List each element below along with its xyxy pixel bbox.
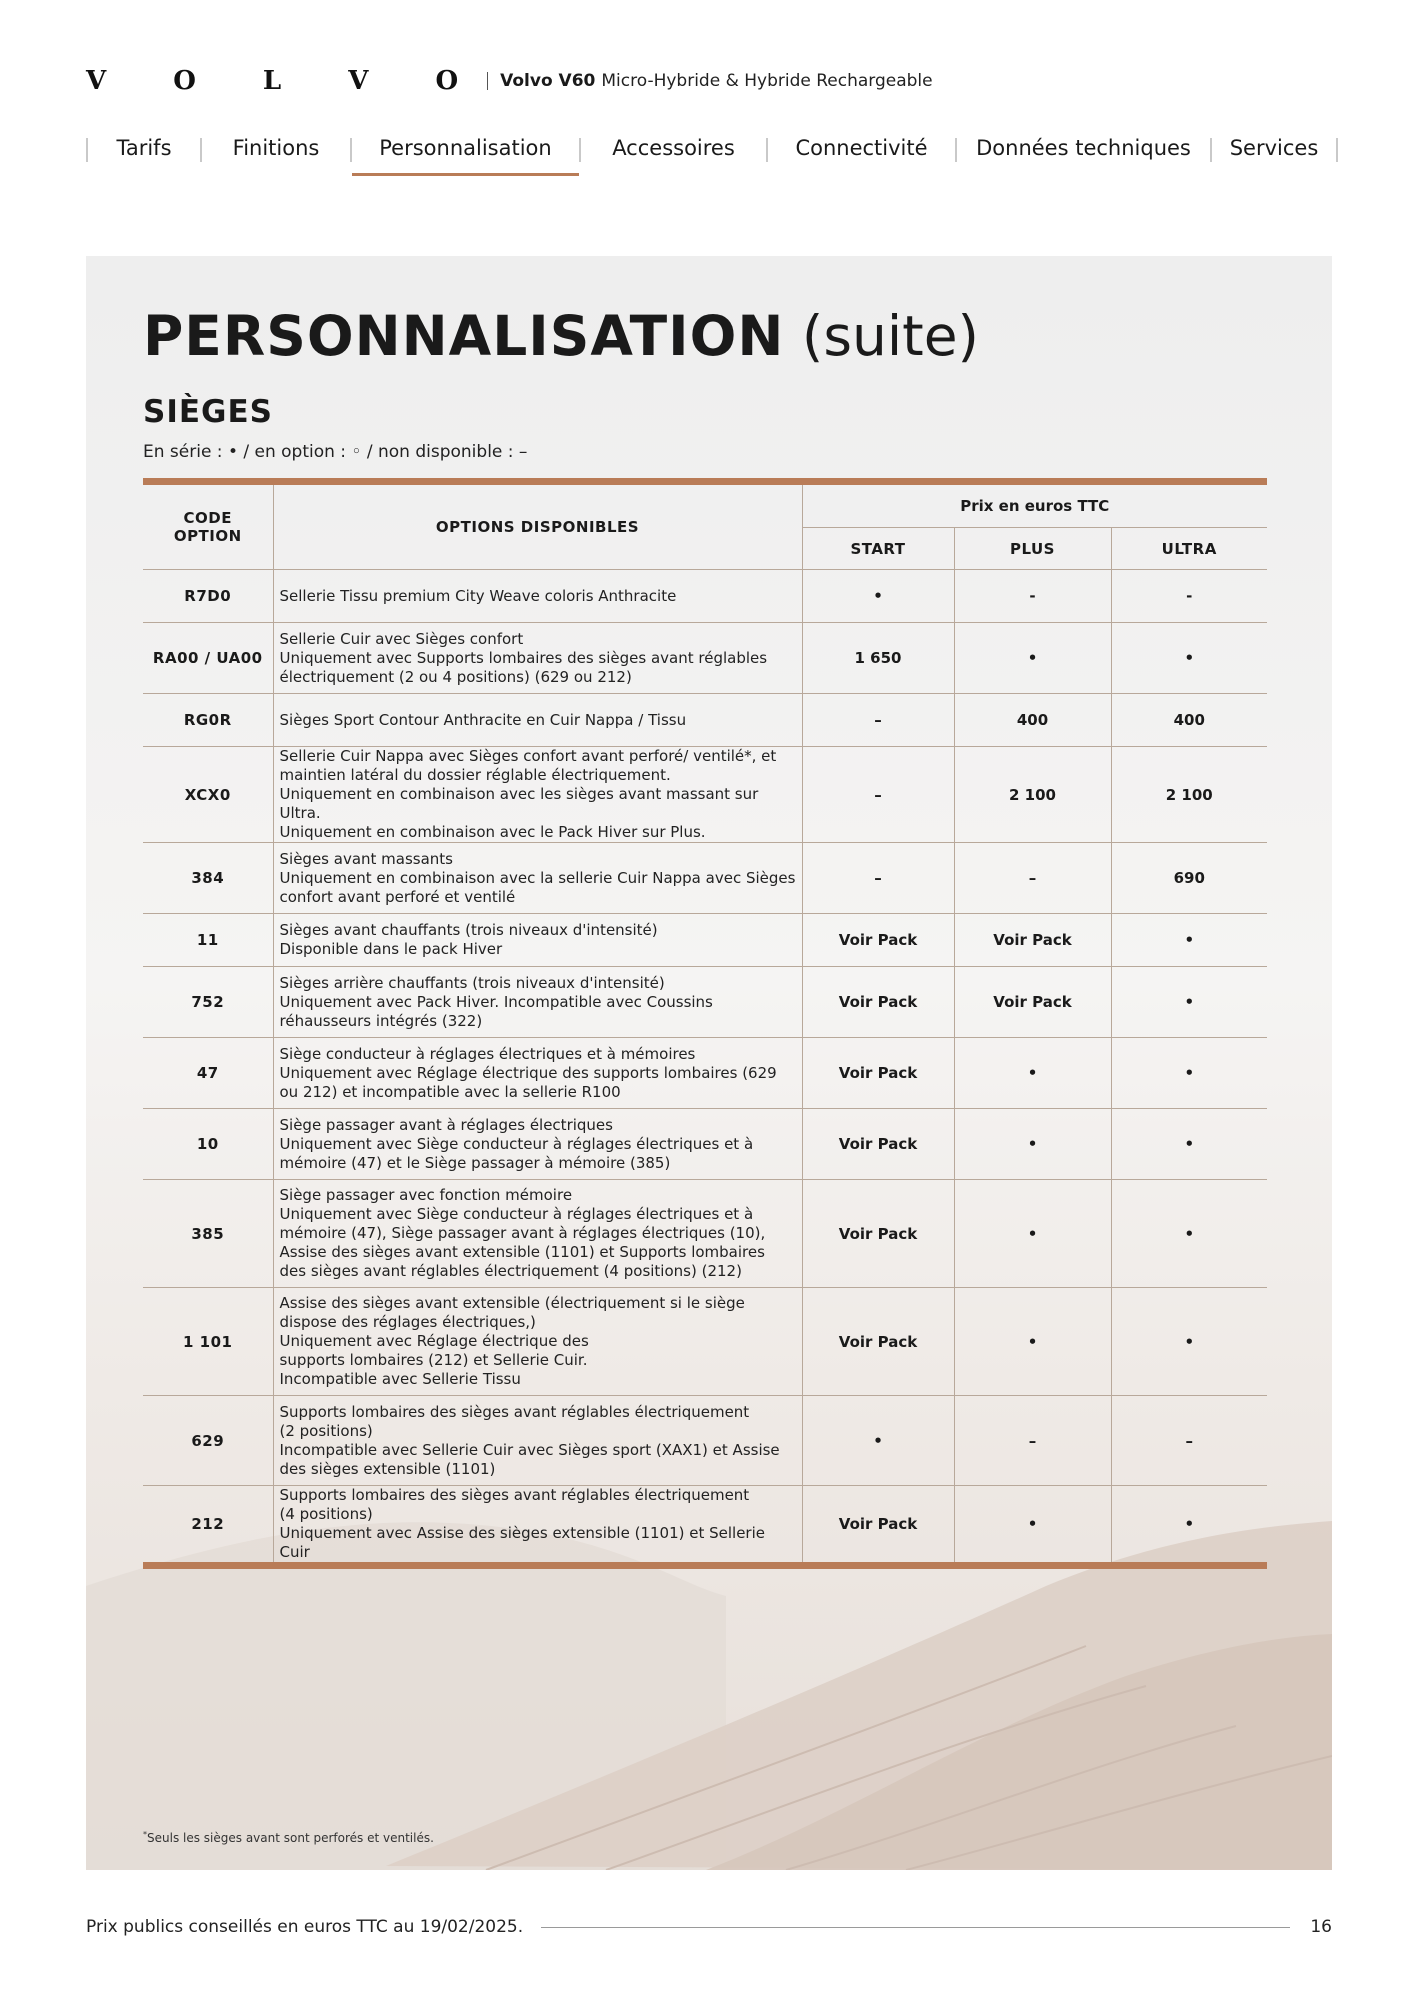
option-description: Supports lombaires des sièges avant réglables électriquement (2 positions) Incompatible avec Sellerie Cuir avec Sièges sport (XAX1) et Assise des sièges extensible (1101) bbox=[273, 1396, 802, 1486]
option-description: Siège passager avec fonction mémoire Uniquement avec Siège conducteur à réglages électriques et à mémoire (47), Siège passager avant à réglages électriques (10), Assise des sièges avant extensible (1101) et Supports lombaires des sièges avant réglables électriquement (4 positions) (212) bbox=[273, 1180, 802, 1288]
option-code: RG0R bbox=[143, 694, 273, 747]
header-code-option: CODE OPTION bbox=[143, 482, 273, 570]
price-start: Voir Pack bbox=[802, 1180, 954, 1288]
option-description: Assise des sièges avant extensible (électriquement si le siège dispose des réglages électriques,) Uniquement avec Réglage électrique des supports lombaires (212) et Sellerie Cuir. Incompatible avec Sellerie Tissu bbox=[273, 1288, 802, 1396]
price-plus: - bbox=[954, 570, 1111, 623]
price-plus: Voir Pack bbox=[954, 914, 1111, 967]
table-row bbox=[143, 747, 1267, 843]
nav-item-donnees-techniques[interactable]: Données techniques bbox=[976, 136, 1191, 160]
nav-item-finitions[interactable]: Finitions bbox=[232, 136, 320, 160]
option-code: 385 bbox=[143, 1180, 273, 1288]
price-plus: 2 100 bbox=[954, 747, 1111, 843]
table-row bbox=[143, 694, 1267, 747]
price-plus: • bbox=[954, 1288, 1111, 1396]
option-description: Sièges arrière chauffants (trois niveaux d'intensité) Uniquement avec Pack Hiver. Incompatible avec Coussins réhausseurs intégrés (322) bbox=[273, 967, 802, 1038]
table-row bbox=[143, 967, 1267, 1038]
option-code: 752 bbox=[143, 967, 273, 1038]
price-ultra: • bbox=[1111, 1486, 1267, 1566]
page-header bbox=[86, 66, 933, 96]
price-ultra: – bbox=[1111, 1396, 1267, 1486]
option-description: Sellerie Cuir Nappa avec Sièges confort avant perforé/ ventilé*, et maintien latéral du dossier réglable électriquement. Uniquement en combinaison avec les sièges avant massant sur Ultra. Uniquement en combinaison avec le Pack Hiver sur Plus. bbox=[273, 747, 802, 843]
option-code: 212 bbox=[143, 1486, 273, 1566]
header-plus: PLUS bbox=[954, 528, 1111, 570]
nav-item-accessoires[interactable]: Accessoires bbox=[612, 136, 735, 160]
price-plus: • bbox=[954, 1109, 1111, 1180]
footer-divider bbox=[541, 1927, 1290, 1928]
price-start: Voir Pack bbox=[802, 967, 954, 1038]
option-description: Sellerie Cuir avec Sièges confort Uniquement avec Supports lombaires des sièges avant réglables électriquement (2 ou 4 positions) (629 ou 212) bbox=[273, 623, 802, 694]
price-start: – bbox=[802, 747, 954, 843]
price-ultra: • bbox=[1111, 623, 1267, 694]
price-ultra: • bbox=[1111, 1109, 1267, 1180]
nav-item-tarifs[interactable]: Tarifs bbox=[116, 136, 172, 160]
page-number: 16 bbox=[1310, 1917, 1332, 1937]
table-row bbox=[143, 1396, 1267, 1486]
price-ultra: • bbox=[1111, 1180, 1267, 1288]
price-plus: • bbox=[954, 623, 1111, 694]
seats-options-table bbox=[143, 478, 1267, 1569]
option-code: XCX0 bbox=[143, 747, 273, 843]
table-row bbox=[143, 570, 1267, 623]
availability-legend: En série : • / en option : ◦ / non disponible : – bbox=[143, 442, 528, 462]
price-ultra: 400 bbox=[1111, 694, 1267, 747]
price-plus: 400 bbox=[954, 694, 1111, 747]
option-description: Sièges Sport Contour Anthracite en Cuir Nappa / Tissu bbox=[273, 694, 802, 747]
option-code: 629 bbox=[143, 1396, 273, 1486]
header-subtitle: Micro-Hybride & Hybride Rechargeable bbox=[601, 71, 933, 91]
nav-item-connectivite[interactable]: Connectivité bbox=[795, 136, 928, 160]
price-start: – bbox=[802, 843, 954, 914]
table-row bbox=[143, 914, 1267, 967]
price-plus: • bbox=[954, 1180, 1111, 1288]
header-separator bbox=[487, 72, 488, 90]
footnote bbox=[143, 1830, 434, 1845]
table-row bbox=[143, 1109, 1267, 1180]
option-description: Sièges avant massants Uniquement en combinaison avec la sellerie Cuir Nappa avec Sièges confort avant perforé et ventilé bbox=[273, 843, 802, 914]
price-start: • bbox=[802, 1396, 954, 1486]
table-row bbox=[143, 1486, 1267, 1566]
page-title-main: PERSONNALISATION bbox=[143, 304, 785, 368]
price-plus: – bbox=[954, 1396, 1111, 1486]
footer-price-note: Prix publics conseillés en euros TTC au 19/02/2025. bbox=[86, 1917, 524, 1937]
header-model: Volvo V60 bbox=[500, 71, 596, 91]
header-start: START bbox=[802, 528, 954, 570]
option-code: RA00 / UA00 bbox=[143, 623, 273, 694]
option-description: Sellerie Tissu premium City Weave coloris Anthracite bbox=[273, 570, 802, 623]
price-ultra: • bbox=[1111, 967, 1267, 1038]
page-title-suffix: (suite) bbox=[801, 304, 980, 368]
price-ultra: • bbox=[1111, 1038, 1267, 1109]
nav-divider bbox=[1336, 138, 1338, 162]
option-code: 1 101 bbox=[143, 1288, 273, 1396]
option-description: Siège conducteur à réglages électriques et à mémoires Uniquement avec Réglage électrique des supports lombaires (629 ou 212) et incompatible avec la sellerie R100 bbox=[273, 1038, 802, 1109]
price-plus: – bbox=[954, 843, 1111, 914]
price-start: 1 650 bbox=[802, 623, 954, 694]
option-code: 47 bbox=[143, 1038, 273, 1109]
nav-item-personnalisation[interactable]: Personnalisation bbox=[352, 130, 579, 176]
price-start: Voir Pack bbox=[802, 1288, 954, 1396]
option-description: Siège passager avant à réglages électriques Uniquement avec Siège conducteur à réglages électriques et à mémoire (47) et le Siège passager à mémoire (385) bbox=[273, 1109, 802, 1180]
price-ultra: - bbox=[1111, 570, 1267, 623]
header-ultra: ULTRA bbox=[1111, 528, 1267, 570]
page-title bbox=[143, 304, 979, 368]
price-ultra: 2 100 bbox=[1111, 747, 1267, 843]
table-row bbox=[143, 1180, 1267, 1288]
price-ultra: 690 bbox=[1111, 843, 1267, 914]
price-plus: • bbox=[954, 1038, 1111, 1109]
price-start: • bbox=[802, 570, 954, 623]
table-row bbox=[143, 1288, 1267, 1396]
header-options: OPTIONS DISPONIBLES bbox=[273, 482, 802, 570]
footnote-text: Seuls les sièges avant sont perforés et ventilés. bbox=[147, 1831, 434, 1845]
section-title: SIÈGES bbox=[143, 394, 273, 430]
price-plus: • bbox=[954, 1486, 1111, 1566]
footnote-mark: * bbox=[143, 1830, 147, 1839]
header-price-group: Prix en euros TTC bbox=[802, 482, 1267, 528]
price-start: – bbox=[802, 694, 954, 747]
option-code: 11 bbox=[143, 914, 273, 967]
option-description: Supports lombaires des sièges avant réglables électriquement (4 positions) Uniquement avec Assise des sièges extensible (1101) et Sellerie Cuir bbox=[273, 1486, 802, 1566]
price-start: Voir Pack bbox=[802, 1486, 954, 1566]
price-start: Voir Pack bbox=[802, 914, 954, 967]
page-footer bbox=[86, 1914, 1332, 1940]
content-panel bbox=[86, 256, 1332, 1870]
section-nav bbox=[86, 130, 1338, 176]
option-description: Sièges avant chauffants (trois niveaux d'intensité) Disponible dans le pack Hiver bbox=[273, 914, 802, 967]
nav-item-services[interactable]: Services bbox=[1229, 136, 1319, 160]
table-row bbox=[143, 843, 1267, 914]
volvo-logo: V O L V O bbox=[86, 66, 488, 96]
price-start: Voir Pack bbox=[802, 1038, 954, 1109]
option-code: 10 bbox=[143, 1109, 273, 1180]
option-code: 384 bbox=[143, 843, 273, 914]
option-code: R7D0 bbox=[143, 570, 273, 623]
table-row bbox=[143, 623, 1267, 694]
price-plus: Voir Pack bbox=[954, 967, 1111, 1038]
price-start: Voir Pack bbox=[802, 1109, 954, 1180]
price-ultra: • bbox=[1111, 1288, 1267, 1396]
table-row bbox=[143, 1038, 1267, 1109]
price-ultra: • bbox=[1111, 914, 1267, 967]
